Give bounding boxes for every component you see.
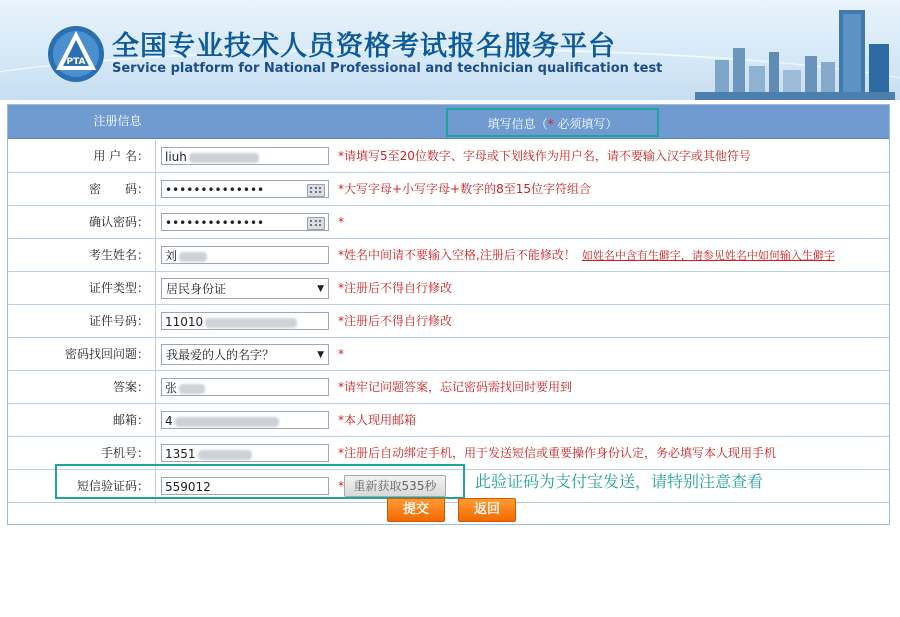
sms-code-label: 短信验证码： [8, 470, 156, 502]
redacted-text [198, 450, 252, 460]
email-label: 邮箱： [8, 404, 156, 436]
site-title: 全国专业技术人员资格考试报名服务平台 [112, 31, 616, 62]
id-type-hint: *注册后不得自行修改 [338, 281, 453, 295]
sms-highlight-box [55, 464, 465, 499]
tab-fill-info[interactable] [446, 108, 659, 137]
tab-bar [8, 105, 889, 139]
back-button[interactable]: 返回 [458, 498, 516, 522]
redacted-text [179, 384, 205, 394]
confirm-password-input[interactable] [161, 213, 329, 231]
phone-hint: *注册后自动绑定手机，用于发送短信或重要操作身份认定，务必填写本人现用手机 [338, 446, 777, 460]
row-email [8, 404, 889, 437]
site-subtitle: Service platform for National Professional and technician qualification test [112, 61, 663, 76]
answer-hint: *请牢记问题答案，忘记密码需找回时要用到 [338, 380, 573, 394]
rare-char-help-link[interactable]: 如姓名中含有生僻字，请参见姓名中如何输入生僻字 [581, 249, 835, 262]
logo-text: PTA [66, 57, 86, 67]
row-username [8, 140, 889, 173]
submit-button[interactable]: 提交 [387, 498, 445, 522]
username-label: 用 户 名： [8, 140, 156, 172]
id-number-hint: *注册后不得自行修改 [338, 314, 453, 328]
phone-label: 手机号： [8, 437, 156, 469]
keyboard-icon[interactable] [307, 184, 325, 197]
row-name [8, 239, 889, 272]
row-security-question [8, 338, 889, 371]
answer-input[interactable] [161, 378, 329, 396]
required-star: * [547, 117, 554, 131]
chevron-down-icon: ▼ [317, 350, 324, 360]
sms-code-value: 559012 [165, 480, 211, 494]
security-question-hint: * [338, 347, 344, 361]
row-password [8, 173, 889, 206]
phone-value: 1351 [165, 447, 196, 461]
name-hint-text: *姓名中间请不要输入空格,注册后不能修改！ [338, 248, 576, 262]
confirm-password-value: •••••••••••••• [165, 216, 265, 230]
skyline-illustration [695, 0, 895, 100]
security-question-value: 我最爱的人的名字？ [166, 348, 275, 362]
answer-value: 张 [165, 381, 178, 395]
id-type-value: 居民身份证 [166, 282, 227, 296]
chevron-down-icon: ▼ [317, 284, 324, 294]
id-number-value: 11010 [165, 315, 204, 329]
tab-registration-info[interactable]: 注册信息 [93, 114, 142, 128]
tab-fill-info-suffix: 必须填写） [553, 117, 618, 131]
keyboard-icon[interactable] [307, 217, 325, 230]
header-banner [0, 0, 900, 100]
sms-note: 此验证码为支付宝发送，请特别注意查看 [475, 472, 764, 491]
redacted-text [189, 153, 259, 163]
username-value: liuh [165, 150, 187, 164]
name-input[interactable] [161, 246, 329, 264]
row-id-number [8, 305, 889, 338]
email-value: 4 [165, 414, 173, 428]
username-hint: *请填写5至20位数字、字母或下划线作为用户名，请不要输入汉字或其他符号 [338, 149, 751, 163]
row-answer [8, 371, 889, 404]
tab-fill-info-prefix: 填写信息（ [487, 117, 548, 131]
name-hint [338, 239, 835, 271]
registration-form [7, 104, 890, 525]
username-input[interactable] [161, 147, 329, 165]
redacted-text [175, 417, 279, 427]
name-value: 刘 [165, 249, 178, 263]
row-confirm-password [8, 206, 889, 239]
pta-logo-icon [46, 24, 106, 84]
resend-sms-button[interactable]: 重新获取535秒 [344, 475, 446, 497]
redacted-text [205, 318, 297, 328]
security-question-select[interactable] [161, 344, 329, 365]
password-input[interactable] [161, 180, 329, 198]
name-label: 考生姓名： [8, 239, 156, 271]
password-label: 密 码： [8, 173, 156, 205]
password-hint: *大写字母+小写字母+数字的8至15位字符组合 [338, 182, 592, 196]
id-number-label: 证件号码： [8, 305, 156, 337]
id-type-select[interactable] [161, 278, 329, 299]
redacted-text [179, 252, 207, 262]
password-value: •••••••••••••• [165, 183, 265, 197]
id-type-label: 证件类型： [8, 272, 156, 304]
answer-label: 答案： [8, 371, 156, 403]
email-hint: *本人现用邮箱 [338, 413, 417, 427]
id-number-input[interactable] [161, 312, 329, 330]
phone-input[interactable] [161, 444, 329, 462]
confirm-password-hint: * [338, 215, 344, 229]
row-id-type [8, 272, 889, 305]
confirm-password-label: 确认密码： [8, 206, 156, 238]
sms-code-star: * [338, 479, 344, 493]
security-question-label: 密码找回问题： [8, 338, 156, 370]
email-input[interactable] [161, 411, 329, 429]
